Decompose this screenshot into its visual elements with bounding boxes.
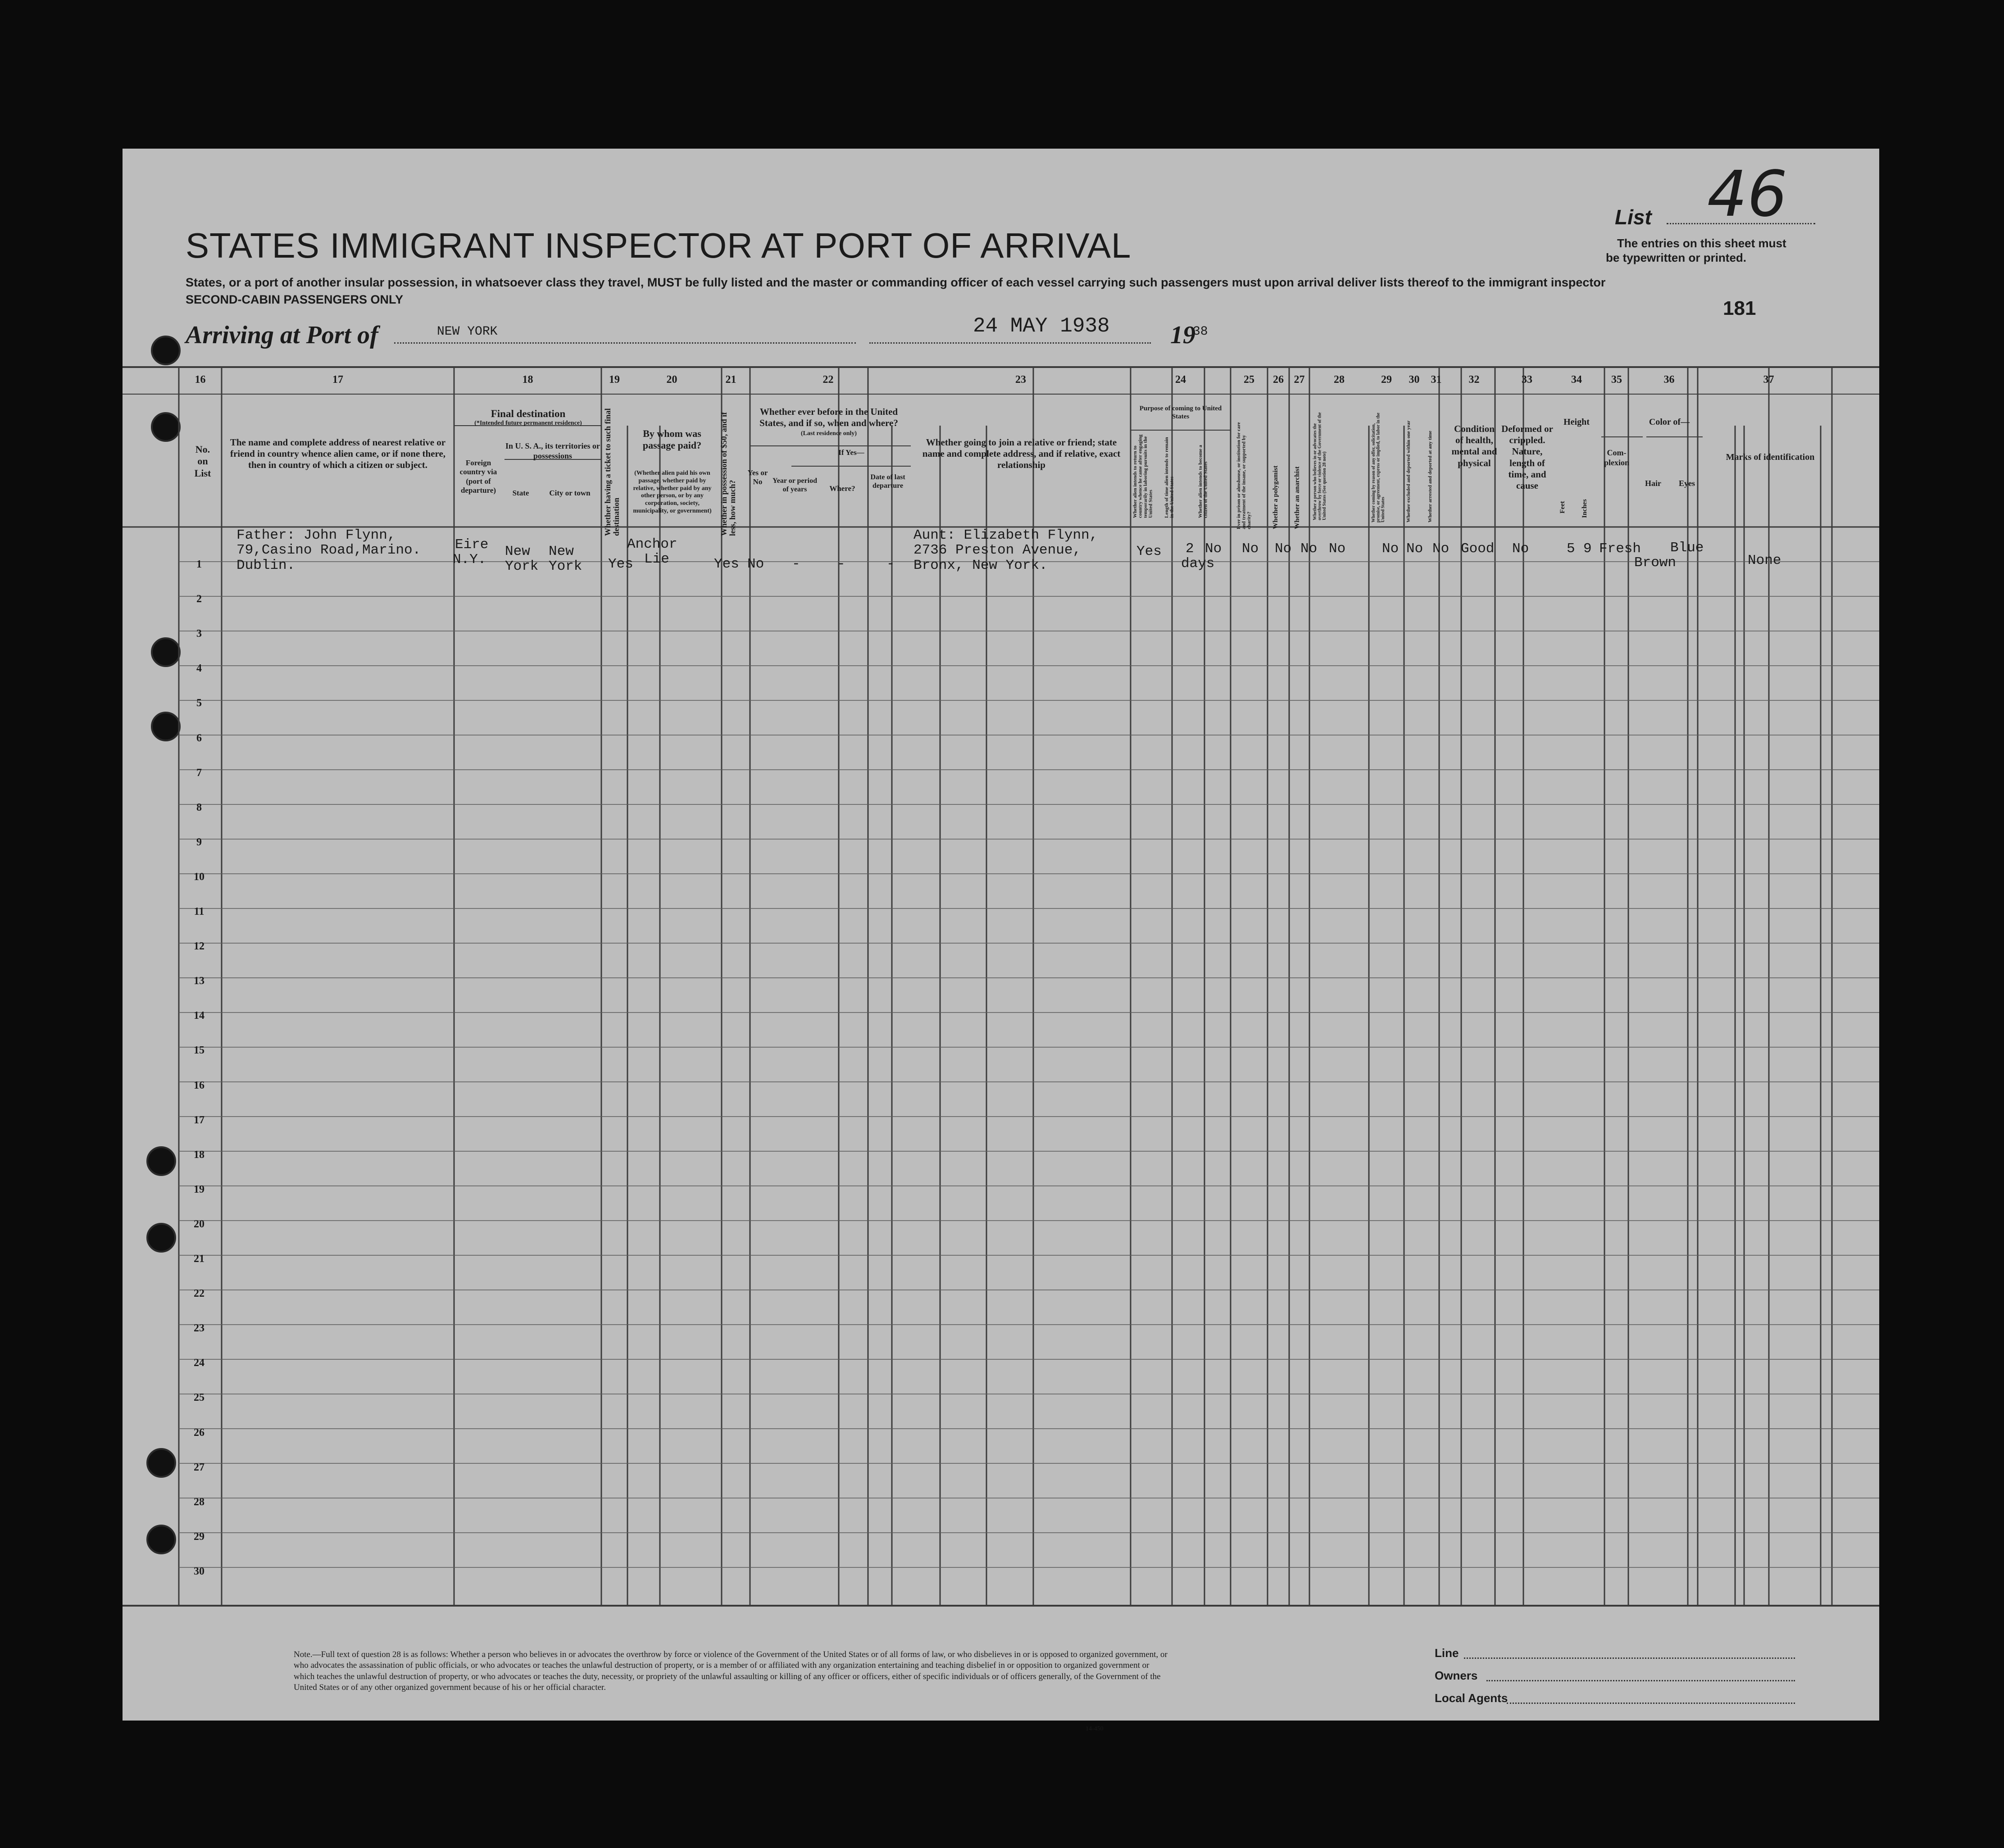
header-length-stay: Length of time alien intends to remain in the United States	[1164, 437, 1175, 518]
port-name: NEW YORK	[437, 325, 498, 339]
row-number: 16	[194, 1079, 204, 1091]
header-marks: Marks of identification	[1726, 452, 1815, 462]
header-last-residence: (Last residence only)	[800, 430, 857, 437]
header-eyes: Eyes	[1679, 479, 1695, 488]
entry-foreign-country: Eire	[455, 537, 489, 553]
list-label: List	[1615, 205, 1652, 229]
line-field	[1464, 1657, 1795, 1659]
column-number: 36	[1663, 374, 1675, 386]
header-excluded: Whether excluded and deported within one year	[1406, 420, 1411, 522]
row-number: 14	[194, 1010, 204, 1022]
entry-anarchist: No	[1300, 541, 1318, 557]
header-foreign-country: Foreign country via (port of departure)	[459, 459, 497, 495]
entry-labor-offer: No	[1382, 541, 1399, 557]
column-number: 31	[1431, 374, 1442, 386]
arriving-label: Arriving at Port of	[186, 321, 378, 349]
row-number: 15	[194, 1044, 204, 1057]
row-number: 1	[196, 558, 202, 570]
row-number: 30	[194, 1565, 204, 1577]
row-number: 19	[194, 1183, 204, 1195]
column-number: 33	[1522, 374, 1532, 386]
row-number: 21	[194, 1253, 204, 1265]
column-number: 20	[666, 374, 677, 386]
entry-health: Good	[1461, 541, 1495, 557]
agents-label: Local Agents	[1435, 1691, 1508, 1705]
header-yes-no: Yes or No	[747, 468, 768, 486]
entry-where: -	[837, 556, 845, 572]
header-city: City or town	[549, 489, 591, 497]
header-inches: Inches	[1581, 499, 1588, 518]
row-number: 2	[196, 593, 202, 605]
entry-hair: Brown	[1634, 555, 1677, 571]
row-number: 10	[194, 871, 204, 883]
entry-date-departure: -	[886, 556, 895, 572]
column-number: 30	[1409, 374, 1420, 386]
entry-city: New York	[549, 544, 582, 575]
entry-before-in-us: No	[747, 556, 764, 572]
instruction-text: States, or a port of another insular possession, in whatsoever class they travel, MUST be fully listed and the master or commanding officer of each vessel carrying such passengers must upon arrival deliver lists thereof to the immigrant inspector	[186, 276, 1606, 289]
entry-money: Yes	[714, 556, 739, 572]
header-purpose: Purpose of coming to United States	[1139, 405, 1222, 420]
entry-polygamist: No	[1275, 541, 1292, 557]
row-number: 24	[194, 1357, 204, 1369]
column-number: 34	[1571, 374, 1582, 386]
sheet-number: 181	[1723, 297, 1756, 319]
agents-field	[1507, 1703, 1795, 1704]
header-height: Height	[1563, 417, 1590, 427]
header-money: Whether in possession of $50, and if less, how much?	[719, 412, 737, 536]
entry-prison: No	[1242, 541, 1259, 557]
row-number: 17	[194, 1114, 204, 1126]
header-years: Year or period of years	[773, 477, 817, 494]
page-title: STATES IMMIGRANT INSPECTOR AT PORT OF ARRIVAL	[186, 226, 1132, 265]
entry-complexion: Fresh	[1599, 541, 1641, 557]
header-feet: Feet	[1559, 501, 1566, 513]
column-number: 25	[1244, 374, 1254, 386]
header-final-destination: Final destination	[491, 408, 566, 419]
entry-relative-address: Father: John Flynn, 79,Casino Road,Marino. Dublin.	[236, 527, 421, 573]
owners-label: Owners	[1435, 1669, 1478, 1682]
header-final-destination-sub: (*Intended future permanent residence)	[474, 420, 582, 427]
typewritten-note-1: The entries on this sheet must	[1617, 236, 1786, 250]
header-before-in-us: Whether ever before in the United States, and if so, when and where?	[759, 406, 898, 429]
entry-marks: None	[1748, 553, 1781, 568]
column-number: 17	[332, 374, 343, 386]
row-number: 18	[194, 1149, 204, 1161]
column-number: 32	[1468, 374, 1480, 386]
row-number: 3	[196, 628, 202, 640]
header-state: State	[512, 489, 529, 497]
year-suffix: 38	[1193, 325, 1208, 339]
row-number: 8	[196, 801, 202, 813]
column-number: 28	[1334, 374, 1345, 386]
row-number: 25	[194, 1392, 204, 1404]
header-where: Where?	[829, 484, 855, 493]
header-complexion: Com-plexion	[1604, 448, 1629, 467]
form-number: 14-450	[1086, 1725, 1104, 1732]
row-number: 9	[196, 836, 202, 848]
column-number: 21	[725, 374, 736, 386]
entry-feet: 5	[1567, 541, 1575, 557]
column-number: 16	[195, 374, 206, 386]
entry-passage-paid: Anchor Lie	[627, 536, 677, 568]
date-underline	[869, 342, 1151, 344]
column-number: 19	[609, 374, 620, 386]
column-number: 29	[1381, 374, 1392, 386]
row-number: 29	[194, 1530, 204, 1543]
header-passage-paid-sub: (Whether alien paid his own passage, whether paid by relative, whether paid by any other person, or by any corporation, society, municipality, or government)	[633, 470, 712, 514]
column-number: 18	[522, 374, 533, 386]
column-number: 35	[1611, 374, 1622, 386]
entry-deformed: No	[1512, 541, 1529, 557]
row-number: 12	[194, 940, 204, 953]
header-anarchist: Whether an anarchist	[1294, 466, 1301, 529]
entry-length-stay: 2 days	[1181, 541, 1215, 572]
entry-return-intent: Yes	[1136, 544, 1162, 559]
row-number: 5	[196, 697, 202, 709]
row-number: 28	[194, 1496, 204, 1508]
entry-deported: No	[1432, 541, 1450, 557]
entry-ticket: Yes	[608, 556, 633, 572]
footer-note: Note.—Full text of question 28 is as follows: Whether a person who believes in or advocates the overthrow by force or violence of the Government of the United States or of all forms of law, or who disbelieves in or is opposed to organized government, or who advocates the assassination of public officials, or who advocates or teaches the unlawful destruction of property, or is a member of or affiliated with any organization entertaining and teaching disbelief in or opposition to organized government or which teaches the unlawful destruction of property, or who advocates or teaches the duty, necessity, or propriety of the unlawful assaulting or killing of any officer or officers, either of specific individuals or of officers generally, of the Government of the United States or of any other organized government because of his or her official character.	[294, 1650, 1168, 1692]
row-number: 27	[194, 1461, 204, 1473]
header-ticket: Whether having a ticket to such final destination	[603, 408, 621, 536]
header-overthrow: Whether a person who believes in or advocates the overthrow by force or violence of the Government of the United States (See question 28 note)	[1313, 412, 1327, 520]
row-number: 7	[196, 767, 202, 779]
entry-joining: Aunt: Elizabeth Flynn, 2736 Preston Avenue, Bronx, New York.	[913, 527, 1098, 573]
row-number: 4	[196, 663, 202, 675]
header-health: Condition of health, mental and physical	[1451, 423, 1497, 468]
header-relative-address: The name and complete address of nearest relative or friend in country whence alien came, or if none there, then in country of which a citizen or subject.	[230, 437, 446, 471]
port-underline	[394, 342, 856, 344]
row-number: 22	[194, 1288, 204, 1300]
typewritten-note-2: be typewritten or printed.	[1606, 251, 1747, 264]
header-labor-offer: Whether coming by reason of any offer, solicitation, promise, or agreement, express or implied, to labor in the United States	[1371, 413, 1386, 522]
row-number: 6	[196, 732, 202, 744]
column-number: 24	[1175, 374, 1186, 386]
header-return-intent: Whether alien intends to return to country whence he came after engaging temporarily in laboring pursuits in the United States	[1132, 434, 1154, 518]
header-deformed: Deformed or crippled. Nature, length of time, and cause	[1501, 423, 1553, 491]
arrival-date: 24 MAY 1938	[973, 314, 1110, 338]
row-number: 23	[194, 1322, 204, 1335]
entry-port-departure: N.Y.	[453, 552, 486, 568]
row-number: 11	[194, 906, 204, 917]
entry-citizen-intent: No	[1205, 541, 1222, 557]
entry-state: New York	[505, 544, 539, 575]
header-polygamist: Whether a polygamist	[1272, 465, 1279, 529]
header-prison: Ever in prison or almshouse, or institution for care and treatment of the insane, or supported by charity?	[1236, 422, 1252, 529]
header-deported: Whether arrested and deported at any time	[1427, 431, 1433, 522]
owners-field	[1486, 1680, 1795, 1681]
list-number: 46	[1707, 158, 1788, 231]
header-in-usa: In U. S. A., its territories or possessions	[505, 441, 600, 460]
entry-years: -	[792, 556, 800, 572]
header-date-departure: Date of last departure	[870, 473, 905, 490]
header-joining: Whether going to join a relative or friend; state name and complete address, and if relative, exact relationship	[922, 437, 1121, 471]
header-passage-paid: By whom was passage paid?	[642, 428, 702, 451]
header-if-yes: If Yes—	[838, 448, 864, 457]
column-number: 27	[1294, 374, 1305, 386]
column-number: 26	[1273, 374, 1284, 386]
year-prefix: 19	[1170, 321, 1195, 349]
class-note: SECOND-CABIN PASSENGERS ONLY	[186, 293, 404, 306]
entry-eyes: Blue	[1670, 540, 1704, 556]
line-label: Line	[1435, 1646, 1459, 1660]
entry-inches: 9	[1583, 541, 1592, 557]
column-number: 37	[1763, 374, 1774, 386]
header-no-on-list: No. on List	[194, 444, 211, 479]
entry-excluded: No	[1406, 541, 1423, 557]
header-hair: Hair	[1645, 479, 1661, 488]
row-number: 26	[194, 1426, 204, 1439]
header-citizen-intent: Whether alien intends to become a citizen of the United States	[1198, 445, 1209, 518]
header-color: Color of—	[1649, 417, 1690, 427]
entry-overthrow: No	[1329, 541, 1346, 557]
column-number: 23	[1015, 374, 1026, 386]
column-number: 22	[823, 374, 834, 386]
row-number: 13	[194, 975, 204, 987]
row-number: 20	[194, 1218, 204, 1230]
